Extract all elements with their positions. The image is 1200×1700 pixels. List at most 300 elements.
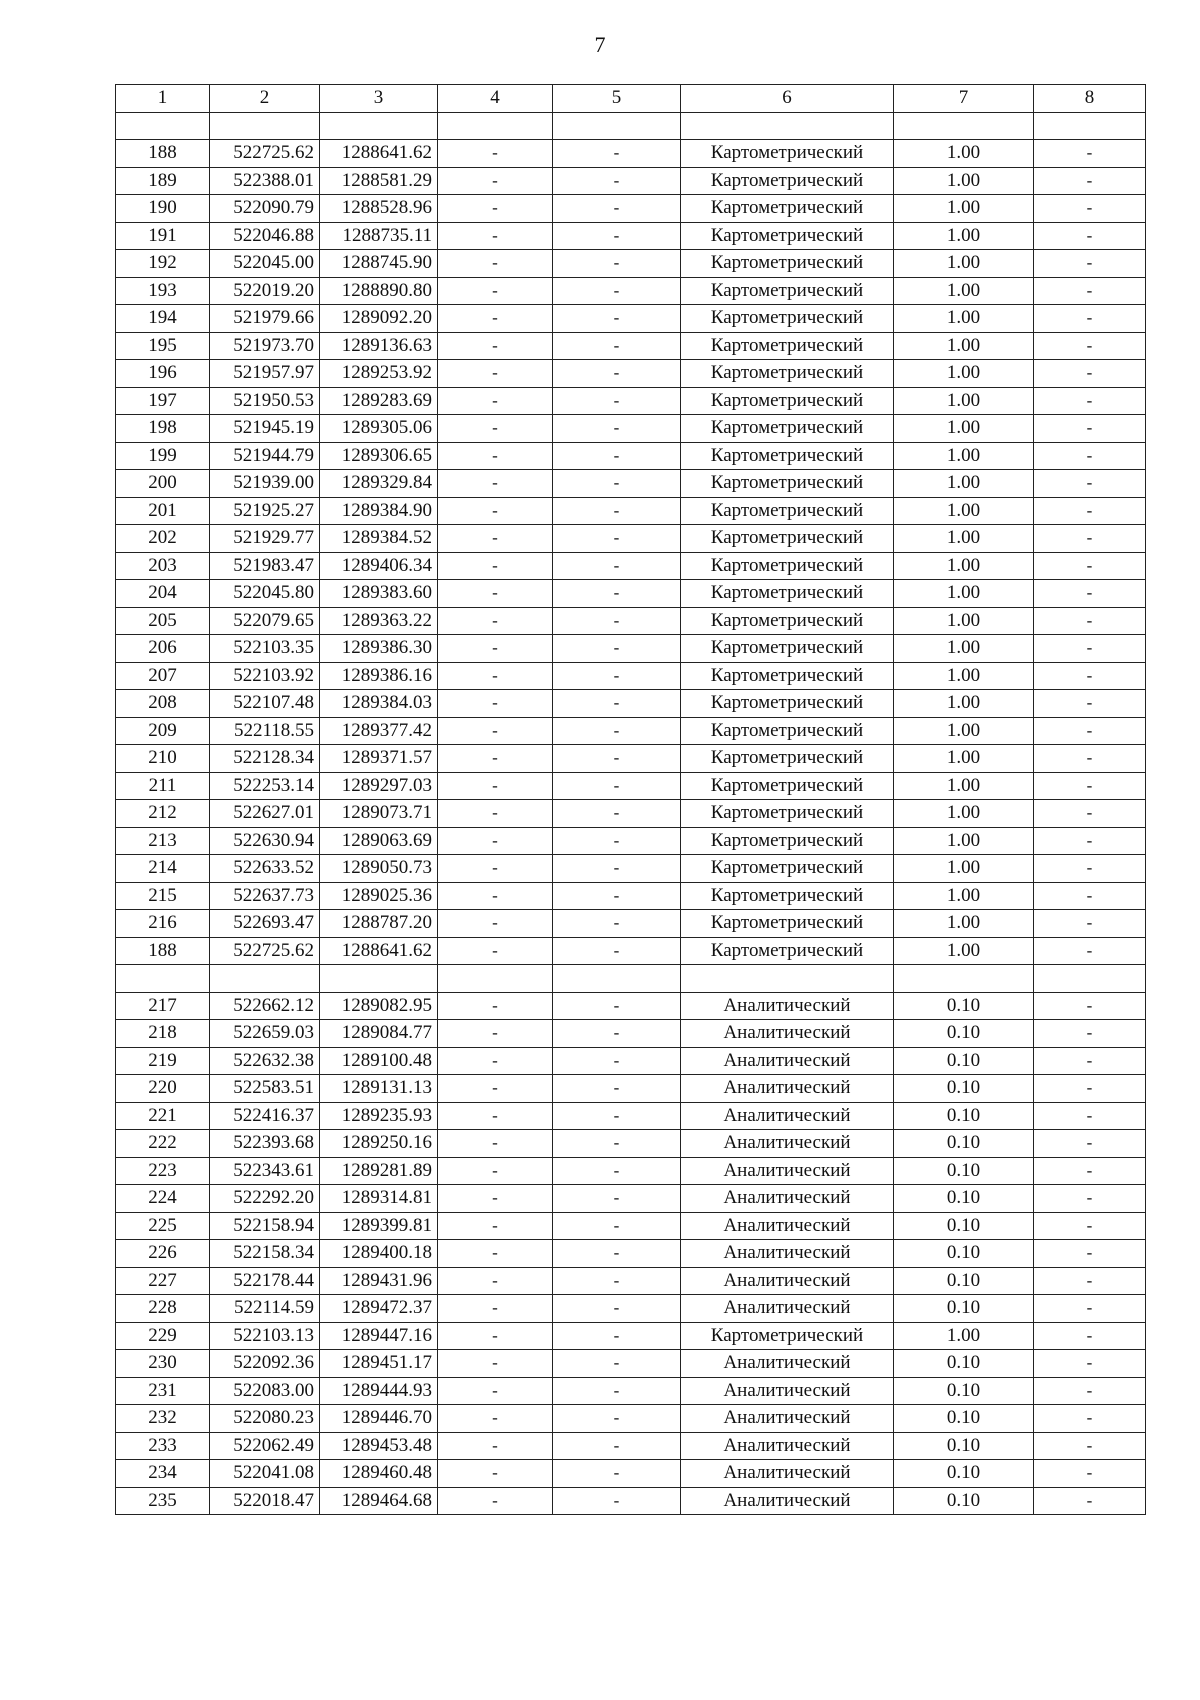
method-cell: Аналитический — [681, 1487, 894, 1515]
column-5-cell: - — [553, 1432, 681, 1460]
point-number-cell: 197 — [116, 387, 210, 415]
table-row — [116, 1295, 1146, 1323]
accuracy-cell: 1.00 — [894, 607, 1034, 635]
column-5-cell: - — [553, 1295, 681, 1323]
y-coordinate-cell: 1288890.80 — [320, 277, 438, 305]
method-cell: Аналитический — [681, 1075, 894, 1103]
column-5-cell: - — [553, 1350, 681, 1378]
column-4-cell: - — [438, 1020, 553, 1048]
y-coordinate-cell: 1288735.11 — [320, 222, 438, 250]
column-5-cell: - — [553, 1487, 681, 1515]
x-coordinate-cell: 522343.61 — [210, 1157, 320, 1185]
x-coordinate-cell: 522693.47 — [210, 910, 320, 938]
x-coordinate-cell: 522128.34 — [210, 745, 320, 773]
y-coordinate-cell: 1289444.93 — [320, 1377, 438, 1405]
x-coordinate-cell: 522253.14 — [210, 772, 320, 800]
point-number-cell: 213 — [116, 827, 210, 855]
method-cell: Картометрический — [681, 717, 894, 745]
empty-cell — [438, 112, 553, 140]
point-number-cell: 214 — [116, 855, 210, 883]
point-number-cell: 205 — [116, 607, 210, 635]
y-coordinate-cell: 1289050.73 — [320, 855, 438, 883]
y-coordinate-cell: 1289283.69 — [320, 387, 438, 415]
table-row — [116, 882, 1146, 910]
empty-cell — [1034, 112, 1146, 140]
accuracy-cell: 0.10 — [894, 1267, 1034, 1295]
accuracy-cell: 1.00 — [894, 827, 1034, 855]
method-cell: Картометрический — [681, 580, 894, 608]
x-coordinate-cell: 522178.44 — [210, 1267, 320, 1295]
table-row — [116, 1350, 1146, 1378]
column-4-cell: - — [438, 1377, 553, 1405]
x-coordinate-cell: 522388.01 — [210, 167, 320, 195]
method-cell: Картометрический — [681, 497, 894, 525]
column-5-cell: - — [553, 525, 681, 553]
y-coordinate-cell: 1289446.70 — [320, 1405, 438, 1433]
y-coordinate-cell: 1289384.90 — [320, 497, 438, 525]
method-cell: Картометрический — [681, 470, 894, 498]
column-5-cell: - — [553, 250, 681, 278]
empty-cell — [210, 112, 320, 140]
y-coordinate-cell: 1289406.34 — [320, 552, 438, 580]
point-number-cell: 215 — [116, 882, 210, 910]
method-cell: Картометрический — [681, 745, 894, 773]
point-number-cell: 223 — [116, 1157, 210, 1185]
column-5-cell: - — [553, 1047, 681, 1075]
y-coordinate-cell: 1289136.63 — [320, 332, 438, 360]
y-coordinate-cell: 1289386.30 — [320, 635, 438, 663]
column-8-cell: - — [1034, 1240, 1146, 1268]
column-4-cell: - — [438, 1047, 553, 1075]
table-row — [116, 992, 1146, 1020]
empty-cell — [553, 112, 681, 140]
column-5-cell: - — [553, 552, 681, 580]
column-4-cell: - — [438, 360, 553, 388]
column-4-cell: - — [438, 800, 553, 828]
y-coordinate-cell: 1288528.96 — [320, 195, 438, 223]
y-coordinate-cell: 1289063.69 — [320, 827, 438, 855]
point-number-cell: 218 — [116, 1020, 210, 1048]
empty-cell — [681, 965, 894, 993]
page-number: 7 — [594, 32, 606, 57]
accuracy-cell: 1.00 — [894, 195, 1034, 223]
point-number-cell: 206 — [116, 635, 210, 663]
table-row — [116, 607, 1146, 635]
column-8-cell: - — [1034, 1130, 1146, 1158]
column-4-cell: - — [438, 222, 553, 250]
column-4-cell: - — [438, 525, 553, 553]
column-8-cell: - — [1034, 1322, 1146, 1350]
column-8-cell: - — [1034, 1460, 1146, 1488]
column-8-cell: - — [1034, 552, 1146, 580]
accuracy-cell: 1.00 — [894, 800, 1034, 828]
column-5-cell: - — [553, 1185, 681, 1213]
column-8-cell: - — [1034, 195, 1146, 223]
empty-cell — [320, 965, 438, 993]
column-header: 6 — [681, 85, 894, 113]
column-8-cell: - — [1034, 1267, 1146, 1295]
column-8-cell: - — [1034, 1047, 1146, 1075]
table-row — [116, 1405, 1146, 1433]
column-4-cell: - — [438, 717, 553, 745]
point-number-cell: 222 — [116, 1130, 210, 1158]
column-4-cell: - — [438, 580, 553, 608]
accuracy-cell: 0.10 — [894, 1075, 1034, 1103]
column-4-cell: - — [438, 1102, 553, 1130]
y-coordinate-cell: 1289306.65 — [320, 442, 438, 470]
column-8-cell: - — [1034, 277, 1146, 305]
column-header: 1 — [116, 85, 210, 113]
column-header: 5 — [553, 85, 681, 113]
column-4-cell: - — [438, 442, 553, 470]
y-coordinate-cell: 1289253.92 — [320, 360, 438, 388]
column-5-cell: - — [553, 415, 681, 443]
column-8-cell: - — [1034, 1075, 1146, 1103]
column-8-cell: - — [1034, 470, 1146, 498]
y-coordinate-cell: 1289092.20 — [320, 305, 438, 333]
point-number-cell: 220 — [116, 1075, 210, 1103]
method-cell: Картометрический — [681, 222, 894, 250]
point-number-cell: 201 — [116, 497, 210, 525]
table-row — [116, 222, 1146, 250]
y-coordinate-cell: 1289131.13 — [320, 1075, 438, 1103]
accuracy-cell: 1.00 — [894, 332, 1034, 360]
table-row — [116, 332, 1146, 360]
column-header: 3 — [320, 85, 438, 113]
column-4-cell: - — [438, 827, 553, 855]
accuracy-cell: 1.00 — [894, 360, 1034, 388]
column-8-cell: - — [1034, 415, 1146, 443]
x-coordinate-cell: 522046.88 — [210, 222, 320, 250]
column-8-cell: - — [1034, 992, 1146, 1020]
accuracy-cell: 1.00 — [894, 690, 1034, 718]
column-8-cell: - — [1034, 360, 1146, 388]
x-coordinate-cell: 522114.59 — [210, 1295, 320, 1323]
accuracy-cell: 1.00 — [894, 277, 1034, 305]
x-coordinate-cell: 522103.92 — [210, 662, 320, 690]
column-4-cell: - — [438, 1267, 553, 1295]
column-8-cell: - — [1034, 800, 1146, 828]
accuracy-cell: 0.10 — [894, 1432, 1034, 1460]
y-coordinate-cell: 1289314.81 — [320, 1185, 438, 1213]
column-header: 8 — [1034, 85, 1146, 113]
column-5-cell: - — [553, 1157, 681, 1185]
column-5-cell: - — [553, 167, 681, 195]
x-coordinate-cell: 521957.97 — [210, 360, 320, 388]
method-cell: Картометрический — [681, 195, 894, 223]
accuracy-cell: 0.10 — [894, 1350, 1034, 1378]
column-4-cell: - — [438, 1075, 553, 1103]
y-coordinate-cell: 1289250.16 — [320, 1130, 438, 1158]
table-row — [116, 690, 1146, 718]
point-number-cell: 196 — [116, 360, 210, 388]
column-8-cell: - — [1034, 1185, 1146, 1213]
method-cell: Картометрический — [681, 882, 894, 910]
method-cell: Картометрический — [681, 442, 894, 470]
table-row — [116, 552, 1146, 580]
point-number-cell: 235 — [116, 1487, 210, 1515]
method-cell: Аналитический — [681, 1047, 894, 1075]
accuracy-cell: 1.00 — [894, 1322, 1034, 1350]
x-coordinate-cell: 522045.80 — [210, 580, 320, 608]
point-number-cell: 204 — [116, 580, 210, 608]
accuracy-cell: 1.00 — [894, 910, 1034, 938]
x-coordinate-cell: 522103.13 — [210, 1322, 320, 1350]
column-5-cell: - — [553, 387, 681, 415]
column-5-cell: - — [553, 882, 681, 910]
x-coordinate-cell: 522632.38 — [210, 1047, 320, 1075]
x-coordinate-cell: 522079.65 — [210, 607, 320, 635]
point-number-cell: 229 — [116, 1322, 210, 1350]
method-cell: Картометрический — [681, 360, 894, 388]
table-row — [116, 525, 1146, 553]
x-coordinate-cell: 522583.51 — [210, 1075, 320, 1103]
method-cell: Картометрический — [681, 250, 894, 278]
x-coordinate-cell: 522090.79 — [210, 195, 320, 223]
x-coordinate-cell: 522103.35 — [210, 635, 320, 663]
empty-cell — [681, 112, 894, 140]
table-row — [116, 745, 1146, 773]
y-coordinate-cell: 1288581.29 — [320, 167, 438, 195]
column-4-cell: - — [438, 305, 553, 333]
y-coordinate-cell: 1288745.90 — [320, 250, 438, 278]
method-cell: Аналитический — [681, 1350, 894, 1378]
x-coordinate-cell: 521950.53 — [210, 387, 320, 415]
table-row — [116, 1487, 1146, 1515]
accuracy-cell: 1.00 — [894, 772, 1034, 800]
table-row — [116, 937, 1146, 965]
y-coordinate-cell: 1289431.96 — [320, 1267, 438, 1295]
table-row — [116, 1047, 1146, 1075]
x-coordinate-cell: 522659.03 — [210, 1020, 320, 1048]
column-4-cell: - — [438, 1432, 553, 1460]
accuracy-cell: 0.10 — [894, 1130, 1034, 1158]
y-coordinate-cell: 1289460.48 — [320, 1460, 438, 1488]
method-cell: Аналитический — [681, 1405, 894, 1433]
point-number-cell: 234 — [116, 1460, 210, 1488]
table-row — [116, 415, 1146, 443]
table-row — [116, 1212, 1146, 1240]
column-4-cell: - — [438, 277, 553, 305]
method-cell: Картометрический — [681, 167, 894, 195]
column-8-cell: - — [1034, 745, 1146, 773]
column-4-cell: - — [438, 470, 553, 498]
column-5-cell: - — [553, 497, 681, 525]
y-coordinate-cell: 1289447.16 — [320, 1322, 438, 1350]
y-coordinate-cell: 1289383.60 — [320, 580, 438, 608]
table-row — [116, 305, 1146, 333]
point-number-cell: 191 — [116, 222, 210, 250]
column-5-cell: - — [553, 1267, 681, 1295]
column-5-cell: - — [553, 607, 681, 635]
point-number-cell: 226 — [116, 1240, 210, 1268]
method-cell: Картометрический — [681, 332, 894, 360]
column-5-cell: - — [553, 855, 681, 883]
point-number-cell: 211 — [116, 772, 210, 800]
method-cell: Аналитический — [681, 1102, 894, 1130]
column-8-cell: - — [1034, 167, 1146, 195]
y-coordinate-cell: 1289371.57 — [320, 745, 438, 773]
point-number-cell: 232 — [116, 1405, 210, 1433]
accuracy-cell: 0.10 — [894, 1377, 1034, 1405]
column-8-cell: - — [1034, 140, 1146, 168]
column-4-cell: - — [438, 1295, 553, 1323]
column-5-cell: - — [553, 1130, 681, 1158]
point-number-cell: 194 — [116, 305, 210, 333]
table-row — [116, 1185, 1146, 1213]
method-cell: Картометрический — [681, 1322, 894, 1350]
method-cell: Картометрический — [681, 635, 894, 663]
x-coordinate-cell: 522018.47 — [210, 1487, 320, 1515]
x-coordinate-cell: 522158.34 — [210, 1240, 320, 1268]
accuracy-cell: 0.10 — [894, 1047, 1034, 1075]
point-number-cell: 192 — [116, 250, 210, 278]
x-coordinate-cell: 522107.48 — [210, 690, 320, 718]
column-5-cell: - — [553, 470, 681, 498]
table-row — [116, 635, 1146, 663]
empty-cell — [894, 965, 1034, 993]
accuracy-cell: 0.10 — [894, 1240, 1034, 1268]
accuracy-cell: 1.00 — [894, 305, 1034, 333]
table-row — [116, 1102, 1146, 1130]
point-number-cell: 230 — [116, 1350, 210, 1378]
point-number-cell: 190 — [116, 195, 210, 223]
y-coordinate-cell: 1289384.03 — [320, 690, 438, 718]
column-8-cell: - — [1034, 1487, 1146, 1515]
x-coordinate-cell: 521944.79 — [210, 442, 320, 470]
accuracy-cell: 0.10 — [894, 1295, 1034, 1323]
accuracy-cell: 0.10 — [894, 1460, 1034, 1488]
table-blank-row — [116, 965, 1146, 993]
y-coordinate-cell: 1289305.06 — [320, 415, 438, 443]
column-4-cell: - — [438, 497, 553, 525]
point-number-cell: 224 — [116, 1185, 210, 1213]
table-row — [116, 1075, 1146, 1103]
point-number-cell: 203 — [116, 552, 210, 580]
y-coordinate-cell: 1289386.16 — [320, 662, 438, 690]
column-5-cell: - — [553, 580, 681, 608]
table-row — [116, 800, 1146, 828]
method-cell: Картометрический — [681, 140, 894, 168]
column-4-cell: - — [438, 772, 553, 800]
y-coordinate-cell: 1289472.37 — [320, 1295, 438, 1323]
column-5-cell: - — [553, 1020, 681, 1048]
y-coordinate-cell: 1289100.48 — [320, 1047, 438, 1075]
column-8-cell: - — [1034, 442, 1146, 470]
method-cell: Картометрический — [681, 690, 894, 718]
x-coordinate-cell: 522662.12 — [210, 992, 320, 1020]
accuracy-cell: 1.00 — [894, 662, 1034, 690]
method-cell: Картометрический — [681, 415, 894, 443]
column-5-cell: - — [553, 800, 681, 828]
column-4-cell: - — [438, 1350, 553, 1378]
accuracy-cell: 1.00 — [894, 140, 1034, 168]
table-row — [116, 855, 1146, 883]
column-5-cell: - — [553, 1075, 681, 1103]
column-5-cell: - — [553, 635, 681, 663]
column-8-cell: - — [1034, 525, 1146, 553]
point-number-cell: 221 — [116, 1102, 210, 1130]
method-cell: Аналитический — [681, 1295, 894, 1323]
accuracy-cell: 0.10 — [894, 1102, 1034, 1130]
column-5-cell: - — [553, 662, 681, 690]
column-8-cell: - — [1034, 855, 1146, 883]
method-cell: Аналитический — [681, 1267, 894, 1295]
empty-cell — [210, 965, 320, 993]
empty-cell — [116, 112, 210, 140]
accuracy-cell: 0.10 — [894, 1185, 1034, 1213]
column-4-cell: - — [438, 1212, 553, 1240]
accuracy-cell: 1.00 — [894, 415, 1034, 443]
column-header: 4 — [438, 85, 553, 113]
x-coordinate-cell: 522416.37 — [210, 1102, 320, 1130]
column-5-cell: - — [553, 1405, 681, 1433]
table-row — [116, 1157, 1146, 1185]
y-coordinate-cell: 1289082.95 — [320, 992, 438, 1020]
x-coordinate-cell: 522637.73 — [210, 882, 320, 910]
column-4-cell: - — [438, 910, 553, 938]
column-4-cell: - — [438, 415, 553, 443]
method-cell: Аналитический — [681, 1157, 894, 1185]
x-coordinate-cell: 522041.08 — [210, 1460, 320, 1488]
point-number-cell: 200 — [116, 470, 210, 498]
accuracy-cell: 1.00 — [894, 387, 1034, 415]
x-coordinate-cell: 522118.55 — [210, 717, 320, 745]
accuracy-cell: 0.10 — [894, 1405, 1034, 1433]
accuracy-cell: 1.00 — [894, 745, 1034, 773]
accuracy-cell: 1.00 — [894, 250, 1034, 278]
method-cell: Картометрический — [681, 662, 894, 690]
column-header: 7 — [894, 85, 1034, 113]
column-4-cell: - — [438, 1405, 553, 1433]
column-4-cell: - — [438, 1460, 553, 1488]
column-5-cell: - — [553, 442, 681, 470]
point-number-cell: 202 — [116, 525, 210, 553]
column-8-cell: - — [1034, 1432, 1146, 1460]
column-5-cell: - — [553, 690, 681, 718]
empty-cell — [553, 965, 681, 993]
method-cell: Аналитический — [681, 1185, 894, 1213]
y-coordinate-cell: 1289329.84 — [320, 470, 438, 498]
point-number-cell: 216 — [116, 910, 210, 938]
empty-cell — [320, 112, 438, 140]
y-coordinate-cell: 1289235.93 — [320, 1102, 438, 1130]
x-coordinate-cell: 522725.62 — [210, 140, 320, 168]
table-row — [116, 1432, 1146, 1460]
column-5-cell: - — [553, 195, 681, 223]
point-number-cell: 219 — [116, 1047, 210, 1075]
column-8-cell: - — [1034, 1377, 1146, 1405]
method-cell: Аналитический — [681, 992, 894, 1020]
table-row — [116, 442, 1146, 470]
x-coordinate-cell: 521973.70 — [210, 332, 320, 360]
accuracy-cell: 1.00 — [894, 717, 1034, 745]
point-number-cell: 209 — [116, 717, 210, 745]
column-5-cell: - — [553, 1212, 681, 1240]
column-5-cell: - — [553, 332, 681, 360]
accuracy-cell: 1.00 — [894, 442, 1034, 470]
x-coordinate-cell: 521925.27 — [210, 497, 320, 525]
x-coordinate-cell: 522292.20 — [210, 1185, 320, 1213]
x-coordinate-cell: 522062.49 — [210, 1432, 320, 1460]
table-row — [116, 470, 1146, 498]
x-coordinate-cell: 522725.62 — [210, 937, 320, 965]
column-4-cell: - — [438, 1487, 553, 1515]
point-number-cell: 193 — [116, 277, 210, 305]
column-4-cell: - — [438, 1185, 553, 1213]
column-4-cell: - — [438, 882, 553, 910]
x-coordinate-cell: 522627.01 — [210, 800, 320, 828]
